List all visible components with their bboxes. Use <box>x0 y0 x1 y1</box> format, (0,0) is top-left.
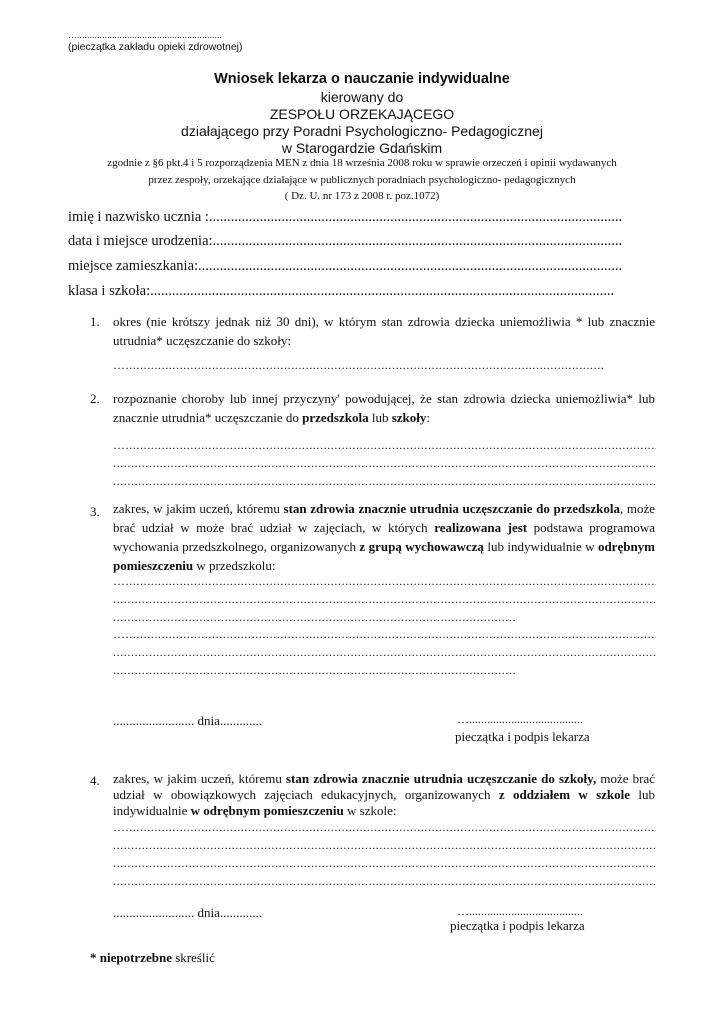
legal-line-3: ( Dz. U. nr 173 z 2008 r. poz.1072) <box>284 190 440 202</box>
footnote: * niepotrzebne skreślić <box>90 950 215 965</box>
item-1-text: okres (nie krótszy jednak niż 30 dni), w którym stan zdrowia dziecka uniemożliwia * lub znacznie utrudnia* uczęszczanie do szkoły: <box>113 314 655 348</box>
item-2-number: 2. <box>90 391 100 406</box>
stamp-dots: ….......................................................... <box>68 30 223 40</box>
item-3-answer-line[interactable] <box>113 663 515 677</box>
item-3-text: zakres, w jakim uczeń, któremu stan zdrowia znacznie utrudnia uczęszczanie do przedszkola, może brać udział w może brać udział w zajęciach, w których realizowana jest podstawa programowa wychowania przedszkolnego, organizowanych z grupą wychowawczą lub indywidualnie w odrębnym pomieszczeniu w przedszkolu: <box>113 501 656 573</box>
field-residence[interactable]: miejsce zamieszkania:..................................................................................................................... <box>68 258 623 274</box>
item-3-answer-line[interactable] <box>113 645 656 659</box>
signature-field-2[interactable]: …...................................... <box>457 904 583 918</box>
field-class-school[interactable]: klasa i szkoła:................................................................................................................................ <box>68 283 615 299</box>
signature-label-1: pieczątka i podpis lekarza <box>455 729 590 744</box>
field-student-name[interactable]: imię i nazwisko ucznia :.................................................................................................................. <box>68 209 623 225</box>
item-2-answer-line[interactable] <box>113 438 656 452</box>
title-line-5: w Starogardzie Gdańskim <box>281 140 443 156</box>
item-1-number: 1. <box>90 314 100 329</box>
item-4-number: 4. <box>90 773 100 788</box>
item-4-text: zakres, w jakim uczeń, któremu stan zdrowia znacznie utrudnia uczęszczanie do szkoły, może brać udział w obowiązkowych zajęciach edukacyjnych, organizowanych z oddziałem w szkole lub indywidualnie w odrębnym pomieszczeniu w szkole: <box>113 771 655 818</box>
item-3-answer-line[interactable] <box>113 592 656 606</box>
item-3-answer-line[interactable] <box>113 627 656 641</box>
item-2-answer-line[interactable] <box>113 474 656 488</box>
item-4-answer-line[interactable] <box>113 856 656 870</box>
stamp-label: (pieczątka zakładu opieki zdrowotnej) <box>68 41 243 53</box>
item-2-answer-line[interactable] <box>113 456 656 470</box>
item-4-answer-line[interactable] <box>113 874 656 888</box>
legal-line-2: przez zespoły, orzekające działające w publicznych poradniach psychologiczno- pedagogicznych <box>148 174 576 186</box>
item-3-answer-line[interactable] <box>113 610 515 624</box>
title-line-2: kierowany do <box>320 89 404 105</box>
date-field-1[interactable]: ......................... dnia............. <box>113 713 263 728</box>
signature-field-1[interactable]: …...................................... <box>457 712 583 726</box>
field-birth-date-place[interactable]: data i miejsce urodzenia:................................................................................................................. <box>68 233 623 249</box>
date-field-2[interactable]: ......................... dnia............. <box>113 905 263 920</box>
item-2-text: rozpoznanie choroby lub innej przyczyny' powodującej, że stan zdrowia dziecka uniemożliwia* lub znacznie utrudnia* uczęszczanie do przedszkola lub szkoły: <box>113 391 655 425</box>
item-3-answer-line[interactable] <box>113 574 656 588</box>
item-1-answer-line[interactable] <box>113 358 605 372</box>
document-title: Wniosek lekarza o nauczanie indywidualne <box>214 71 510 87</box>
item-4-answer-line[interactable] <box>113 820 656 834</box>
signature-label-2: pieczątka i podpis lekarza <box>450 918 585 933</box>
title-line-3: ZESPOŁU ORZEKAJĄCEGO <box>269 106 455 122</box>
item-3-number: 3. <box>90 504 100 519</box>
item-4-answer-line[interactable] <box>113 838 656 852</box>
legal-line-1: zgodnie z §6 pkt.4 i 5 rozporządzenia MEN z dnia 18 września 2008 roku w sprawie orzeczeń i opinii wydawanych <box>107 157 617 169</box>
title-line-4: działającego przy Poradni Psychologiczno- Pedagogicznej <box>181 123 543 139</box>
